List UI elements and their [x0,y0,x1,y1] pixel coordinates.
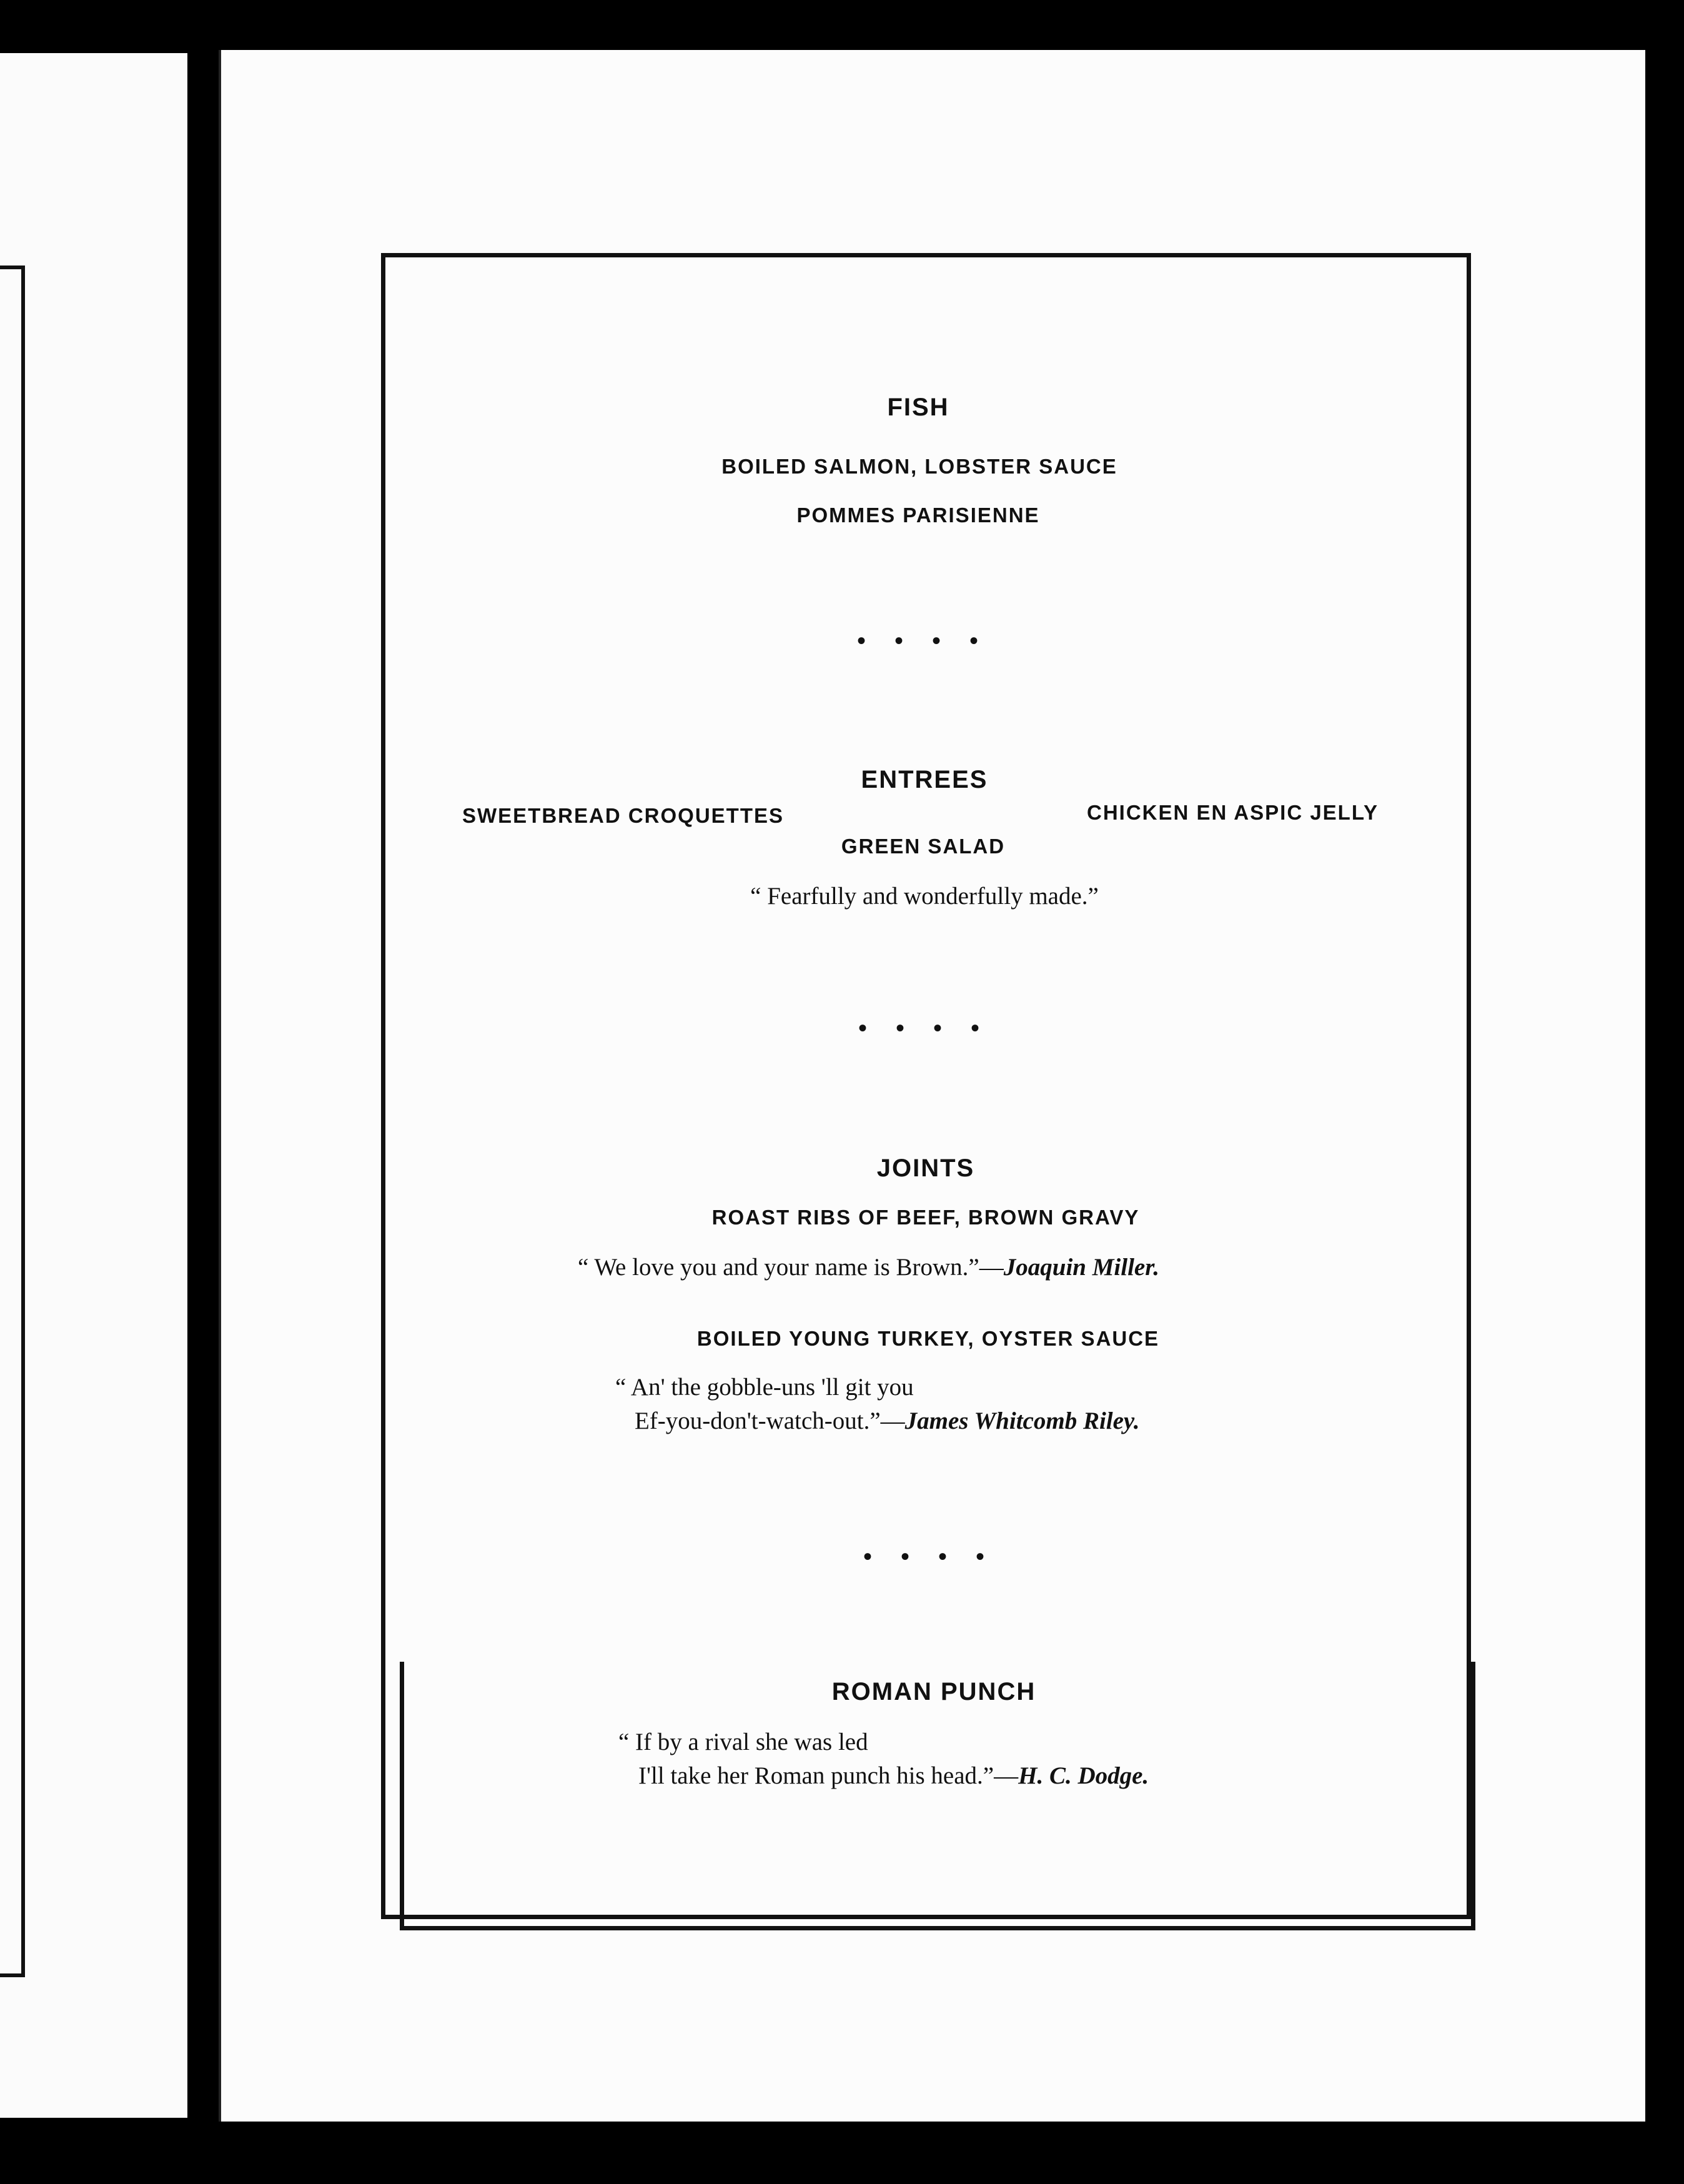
roman-punch-quote-text: I'll take her Roman punch his head.”— [638,1762,1019,1789]
left-page-border [0,266,25,1977]
roman-punch-quote-author: H. C. Dodge. [1018,1762,1149,1789]
entrees-item-salad: GREEN SALAD [841,835,1006,858]
separator-2: • • • • [858,1014,991,1042]
left-page [0,53,187,2118]
roman-punch-quote-line1: “ If by a rival she was led [618,1729,868,1755]
entrees-item-sweetbread: SWEETBREAD CROQUETTES [462,804,785,827]
fish-item-pommes: POMMES PARISIENNE [796,504,1040,527]
separator-1: • • • • [856,627,990,655]
joints-item-turkey: BOILED YOUNG TURKEY, OYSTER SAUCE [696,1327,1160,1350]
joints-quote-riley-line1: “ An' the gobble-uns 'll git you [615,1374,914,1401]
joints-quote-brown-text: “ We love you and your name is Brown.”— [578,1254,1004,1281]
entrees-quote: “ Fearfully and wonderfully made.” [750,883,1099,910]
entrees-item-chicken: CHICKEN EN ASPIC JELLY [1087,801,1379,824]
joints-heading: JOINTS [876,1154,975,1182]
joints-quote-riley-line2 [635,1407,1140,1435]
joints-quote-riley-author: James Whitcomb Riley. [904,1407,1140,1434]
roman-punch-quote-line2 [638,1762,1149,1790]
joints-quote-riley-text: Ef-you-don't-watch-out.”— [635,1407,905,1434]
joints-quote-brown [578,1253,1159,1281]
entrees-heading: ENTREES [861,766,988,793]
fish-item-salmon: BOILED SALMON, LOBSTER SAUCE [721,455,1117,478]
joints-item-beef: ROAST RIBS OF BEEF, BROWN GRAVY [711,1206,1140,1229]
joints-quote-brown-author: Joaquin Miller. [1003,1254,1159,1281]
separator-3: • • • • [863,1542,996,1571]
roman-punch-heading: ROMAN PUNCH [831,1678,1036,1705]
fish-heading: FISH [887,394,949,421]
